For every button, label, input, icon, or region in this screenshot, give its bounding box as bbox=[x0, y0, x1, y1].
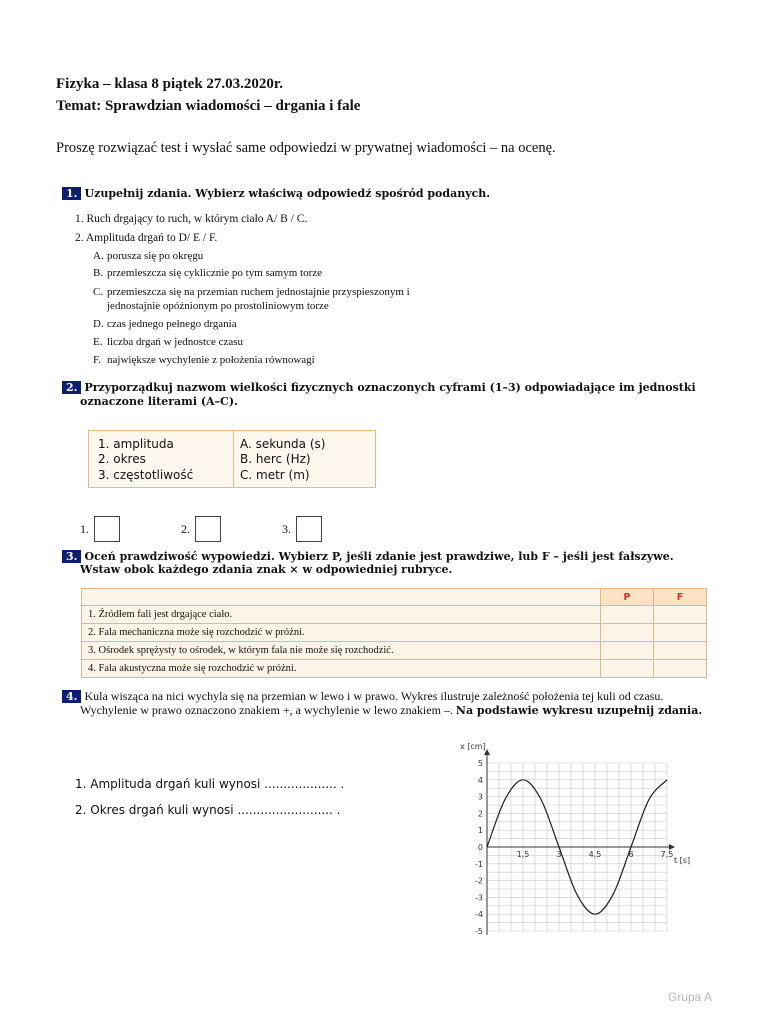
q3-cell-f-1[interactable] bbox=[654, 606, 707, 624]
q3-title bbox=[62, 550, 674, 564]
q2-title-text-2: oznaczone literami (A–C). bbox=[80, 395, 238, 408]
q3-header-statement bbox=[82, 589, 601, 606]
y-tick-label: 2 bbox=[477, 809, 483, 819]
q1-item-2: 2. Amplituda drgań to D/ E / F. bbox=[75, 232, 218, 244]
q3-cell-f-4[interactable] bbox=[654, 660, 707, 678]
q3-statement-2: 2. Fala mechaniczna może się rozchodzić w próżni. bbox=[82, 624, 601, 642]
header-line-2: Temat: Sprawdzian wiadomości – drgania i fale bbox=[56, 98, 361, 114]
q3-cell-f-3[interactable] bbox=[654, 642, 707, 660]
q3-cell-p-3[interactable] bbox=[601, 642, 654, 660]
q1-option-c-cont: jednostajnie opóźnionym po prostoliniowym torze bbox=[107, 300, 329, 312]
y-tick-label: -2 bbox=[475, 876, 483, 886]
q2-right-1: A. sekunda (s) bbox=[240, 437, 326, 451]
y-tick-label: 1 bbox=[477, 826, 483, 836]
x-tick-label: 4,5 bbox=[588, 850, 602, 859]
q4-text-2: Wychylenie w prawo oznaczono znakiem +, a wychylenie w lewo znakiem –. Na podstawie wykresu uzupełnij zdania. bbox=[80, 703, 703, 717]
q2-left-1: 1. amplituda bbox=[98, 437, 174, 451]
q2-title bbox=[62, 381, 696, 395]
chart-y-axis-label: x [cm] bbox=[460, 742, 486, 751]
q3-cell-p-1[interactable] bbox=[601, 606, 654, 624]
footer-group-label: Grupa A bbox=[668, 990, 713, 1004]
q2-right-2: B. herc (Hz) bbox=[240, 452, 311, 466]
header-line-1: Fizyka – klasa 8 piątek 27.03.2020r. bbox=[56, 76, 283, 92]
x-tick-label: 1,5 bbox=[516, 850, 530, 859]
q3-title-text-1: Oceń prawdziwość wypowiedzi. Wybierz P, jeśli zdanie jest prawdziwe, lub F – jeśli jest fałszywe. bbox=[84, 550, 674, 563]
q1-number: 1. bbox=[62, 187, 81, 200]
q3-statement-1: 1. Źródłem fali jest drgające ciało. bbox=[82, 606, 601, 624]
q3-cell-f-2[interactable] bbox=[654, 624, 707, 642]
q3-table-header bbox=[82, 589, 707, 606]
q4-number: 4. bbox=[62, 690, 81, 703]
q4-fill-amplitude[interactable]: 1. Amplituda drgań kuli wynosi ................... . bbox=[75, 777, 345, 791]
q4-text-1: 4. Kula wisząca na nici wychyla się na przemian w lewo i w prawo. Wykres ilustruje zależność położenia tej kuli od czasu. bbox=[62, 689, 663, 703]
y-tick-label: -3 bbox=[475, 893, 483, 903]
q2-left-2: 2. okres bbox=[98, 452, 146, 466]
q2-number: 2. bbox=[62, 381, 81, 394]
y-tick-label: 0 bbox=[477, 843, 483, 852]
table-row bbox=[82, 624, 707, 642]
q2-box-divider bbox=[233, 431, 234, 487]
y-tick-label: 4 bbox=[477, 775, 483, 785]
q3-statement-3: 3. Ośrodek sprężysty to ośrodek, w którym fala nie może się rozchodzić. bbox=[82, 642, 601, 660]
q4-displacement-chart bbox=[440, 738, 691, 944]
y-tick-label: -1 bbox=[475, 859, 483, 869]
q2-title-text-1: Przyporządkuj nazwom wielkości fizycznych oznaczonych cyframi (1–3) odpowiadające im jednostki bbox=[84, 381, 696, 394]
q3-col-f: F bbox=[654, 589, 707, 606]
q4-fill-period[interactable]: 2. Okres drgań kuli wynosi ......................... . bbox=[75, 803, 341, 817]
q1-option-b: B. przemieszcza się cyklicznie po tym samym torze bbox=[93, 267, 323, 279]
q1-option-e: E. liczba drgań w jednostce czasu bbox=[93, 336, 244, 348]
q1-option-d: D. czas jednego pełnego drgania bbox=[93, 318, 237, 330]
q1-title bbox=[62, 187, 490, 201]
q1-item-1: 1. Ruch drgający to ruch, w którym ciało A/ B / C. bbox=[75, 213, 308, 225]
q4-instruction: Na podstawie wykresu uzupełnij zdania. bbox=[455, 704, 703, 717]
q3-cell-p-4[interactable] bbox=[601, 660, 654, 678]
intro-text: Proszę rozwiązać test i wysłać same odpowiedzi w prywatnej wiadomości – na ocenę. bbox=[56, 140, 556, 156]
q1-option-f: F. największe wychylenie z położenia równowagi bbox=[93, 354, 315, 366]
q3-number: 3. bbox=[62, 550, 81, 563]
q1-option-c: C. przemieszcza się na przemian ruchem jednostajnie przyspieszonym i bbox=[93, 286, 410, 298]
y-tick-label: 5 bbox=[477, 759, 483, 768]
q2-answer-box-3[interactable] bbox=[296, 516, 322, 542]
q1-title-text: Uzupełnij zdania. Wybierz właściwą odpowiedź spośród podanych. bbox=[84, 187, 491, 200]
q3-col-p: P bbox=[601, 589, 654, 606]
q2-answer-box-2[interactable] bbox=[195, 516, 221, 542]
q3-cell-p-2[interactable] bbox=[601, 624, 654, 642]
chart-x-axis-label: t [s] bbox=[674, 856, 691, 865]
q2-left-3: 3. częstotliwość bbox=[98, 468, 194, 482]
q2-answer-label-1: 1. bbox=[80, 522, 89, 536]
q1-option-a: A. porusza się po okręgu bbox=[93, 250, 204, 262]
y-tick-label: -4 bbox=[475, 910, 483, 920]
q3-true-false-table bbox=[81, 588, 707, 678]
y-tick-label: -5 bbox=[475, 927, 483, 936]
q2-matching-box bbox=[88, 430, 376, 488]
table-row bbox=[82, 642, 707, 660]
q2-answer-label-3: 3. bbox=[282, 522, 291, 536]
q2-answer-label-2: 2. bbox=[181, 522, 190, 536]
y-tick-label: 3 bbox=[477, 792, 483, 802]
x-tick-label: 6 bbox=[628, 850, 634, 859]
table-row bbox=[82, 660, 707, 678]
x-tick-label: 7,5 bbox=[660, 850, 674, 859]
q2-right-3: C. metr (m) bbox=[240, 468, 310, 482]
q2-answer-box-1[interactable] bbox=[94, 516, 120, 542]
q3-title-text-2: Wstaw obok każdego zdania znak × w odpowiedniej rubryce. bbox=[80, 563, 453, 576]
x-tick-label: 3 bbox=[556, 850, 562, 859]
chart-axes bbox=[484, 749, 675, 935]
q3-statement-4: 4. Fala akustyczna może się rozchodzić w próżni. bbox=[82, 660, 601, 678]
table-row bbox=[82, 606, 707, 624]
